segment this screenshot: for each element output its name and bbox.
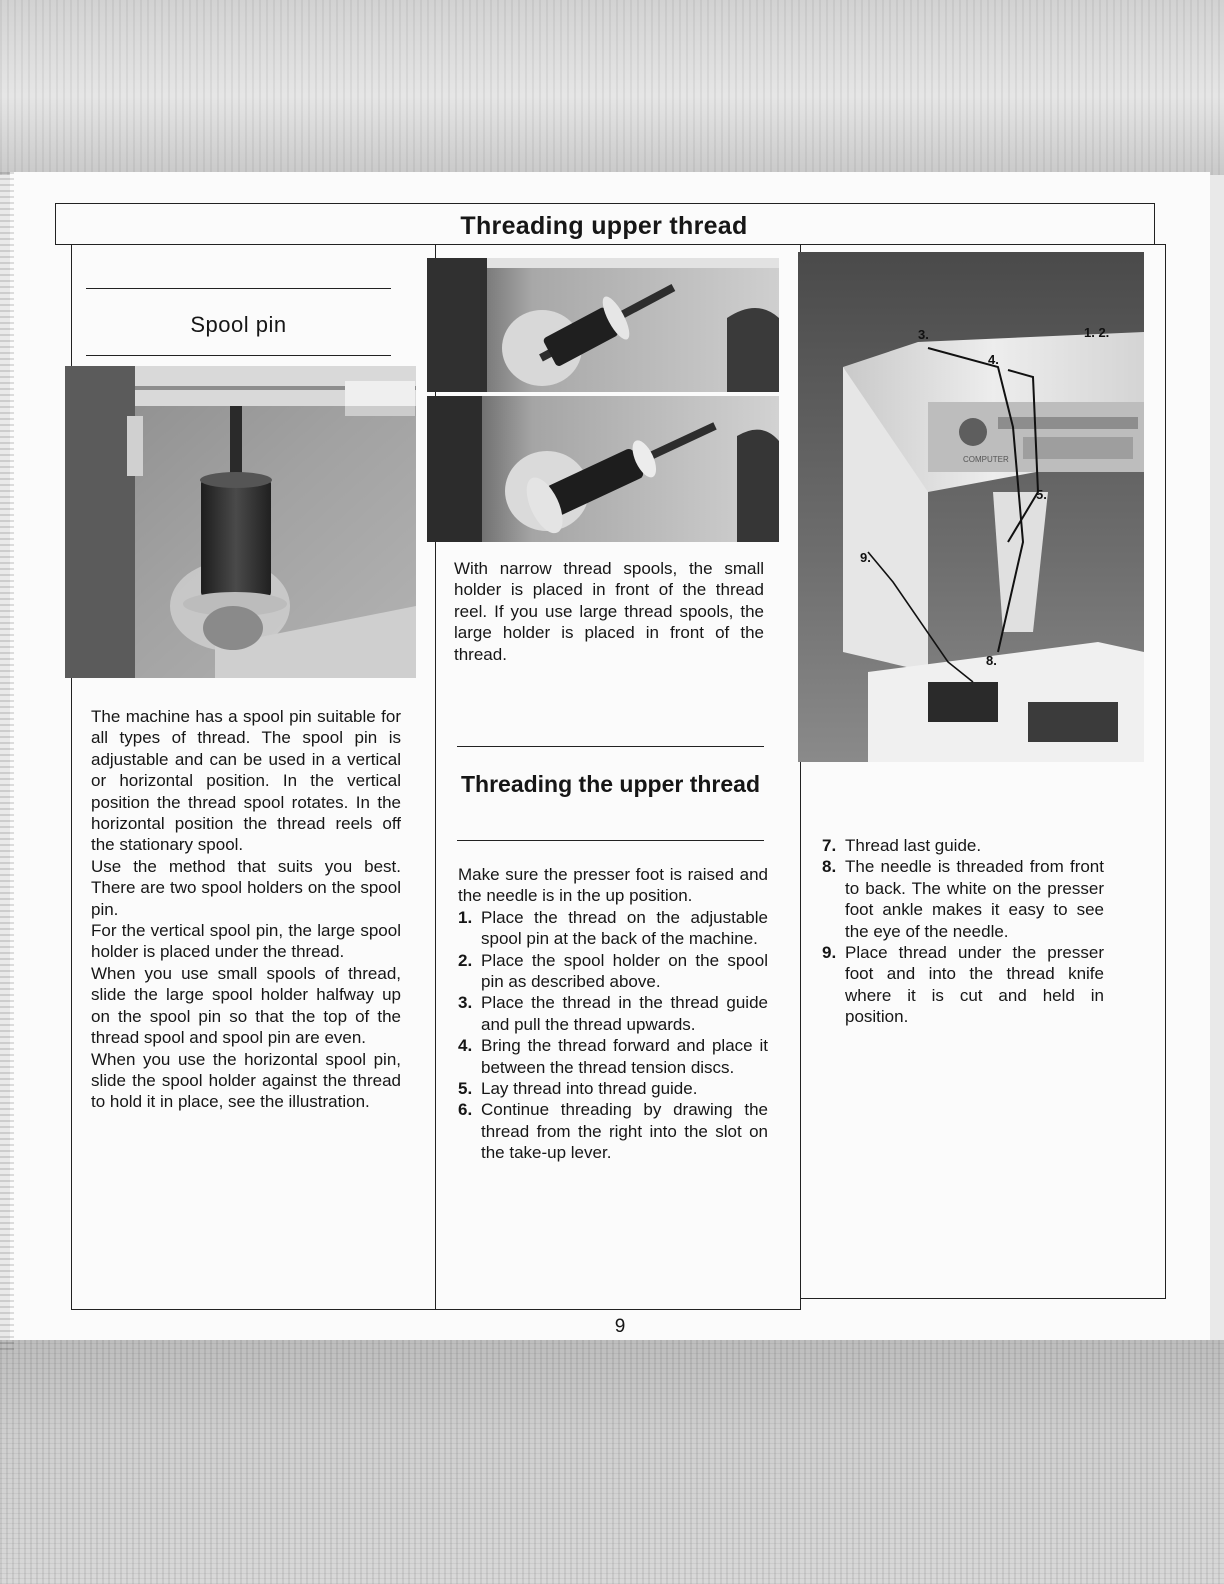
step-number: 3.	[458, 993, 473, 1013]
step-3	[458, 992, 768, 1035]
step-text: Place the thread in the thread guide and pull the thread upwards.	[481, 993, 768, 1034]
paragraph: When you use small spools of thread, slide the large spool holder halfway up on the spool pin so that the top of the thread spool and spool pin are even.	[91, 963, 401, 1048]
threading-heading: Threading the upper thread	[460, 771, 761, 797]
callout-1-2: 1. 2.	[1084, 325, 1110, 340]
scan-noise-top	[0, 0, 1224, 175]
step-5	[458, 1078, 768, 1099]
machine-panel-label: COMPUTER	[963, 455, 1009, 464]
holder-caption: With narrow thread spools, the small holder is placed in front of the thread reel. If you use large thread spools, the large holder is placed in front of the thread.	[454, 559, 764, 664]
step-text: Thread last guide.	[845, 836, 982, 855]
spool-pin-text	[91, 706, 401, 1113]
step-number: 8.	[822, 857, 837, 877]
step-text: Place the spool holder on the spool pin as described above.	[481, 950, 768, 992]
step-text: Continue threading by drawing the thread from the right into the slot on the take-up lever.	[481, 1100, 768, 1163]
callout-3: 3.	[918, 327, 929, 342]
step-number: 4.	[458, 1036, 473, 1056]
step-4	[458, 1035, 768, 1078]
step-7	[822, 835, 1104, 856]
spool-pin-heading: Spool pin	[190, 312, 287, 337]
divider	[457, 840, 764, 841]
page-title: Threading upper thread	[460, 212, 748, 240]
step-text: Place thread under the presser foot and into the thread knife where it is cut and held in position.	[845, 943, 1104, 1027]
small-holder-photo	[427, 258, 779, 392]
step-2	[458, 950, 768, 993]
paragraph: The machine has a spool pin suitable for all types of thread. The spool pin is adjustable and can be used in a vertical or horizontal position. In the vertical position the thread spool rotates. In the horizontal position the thread reels off the stationary spool.	[91, 707, 401, 855]
scan-noise-bottom	[0, 1340, 1224, 1584]
large-holder-photo	[427, 396, 779, 542]
step-number: 6.	[458, 1100, 473, 1120]
paragraph: When you use the horizontal spool pin, slide the spool holder against the thread to hold it in place, see the illustration.	[91, 1049, 401, 1112]
step-number: 7.	[822, 836, 837, 855]
page-number: 9	[614, 1316, 626, 1337]
step-text: Bring the thread forward and place it between the thread tension discs.	[481, 1036, 768, 1077]
callout-5: 5.	[1036, 487, 1047, 502]
callout-9: 9.	[860, 550, 871, 565]
callout-8: 8.	[986, 653, 997, 668]
step-number: 1.	[458, 907, 473, 927]
paragraph: Use the method that suits you best. There are two spool holders on the spool pin.	[91, 856, 401, 919]
step-8	[822, 856, 1104, 942]
step-text: Lay thread into thread guide.	[481, 1079, 698, 1099]
step-number: 9.	[822, 943, 837, 963]
divider	[86, 355, 391, 356]
step-number: 5.	[458, 1079, 473, 1099]
divider	[457, 746, 764, 747]
step-9	[822, 942, 1104, 1028]
step-number: 2.	[458, 950, 473, 970]
step-text: The needle is threaded from front to back. The white on the presser foot ankle makes it easy to see the eye of the needle.	[845, 857, 1104, 941]
step-6	[458, 1099, 768, 1163]
threading-intro: Make sure the presser foot is raised and the needle is in the up position.	[458, 865, 768, 906]
callout-4: 4.	[988, 352, 999, 367]
scan-noise-left	[0, 170, 14, 1350]
step-text: Place the thread on the adjustable spool pin at the back of the machine.	[481, 907, 768, 949]
threading-steps-1	[458, 864, 768, 1164]
paragraph: For the vertical spool pin, the large spool holder is placed under the thread.	[91, 921, 401, 962]
divider	[86, 288, 391, 289]
threading-steps-2	[822, 835, 1104, 1028]
sewing-machine-photo	[798, 252, 1144, 762]
vertical-spool-pin-photo	[65, 366, 416, 678]
step-1	[458, 907, 768, 950]
